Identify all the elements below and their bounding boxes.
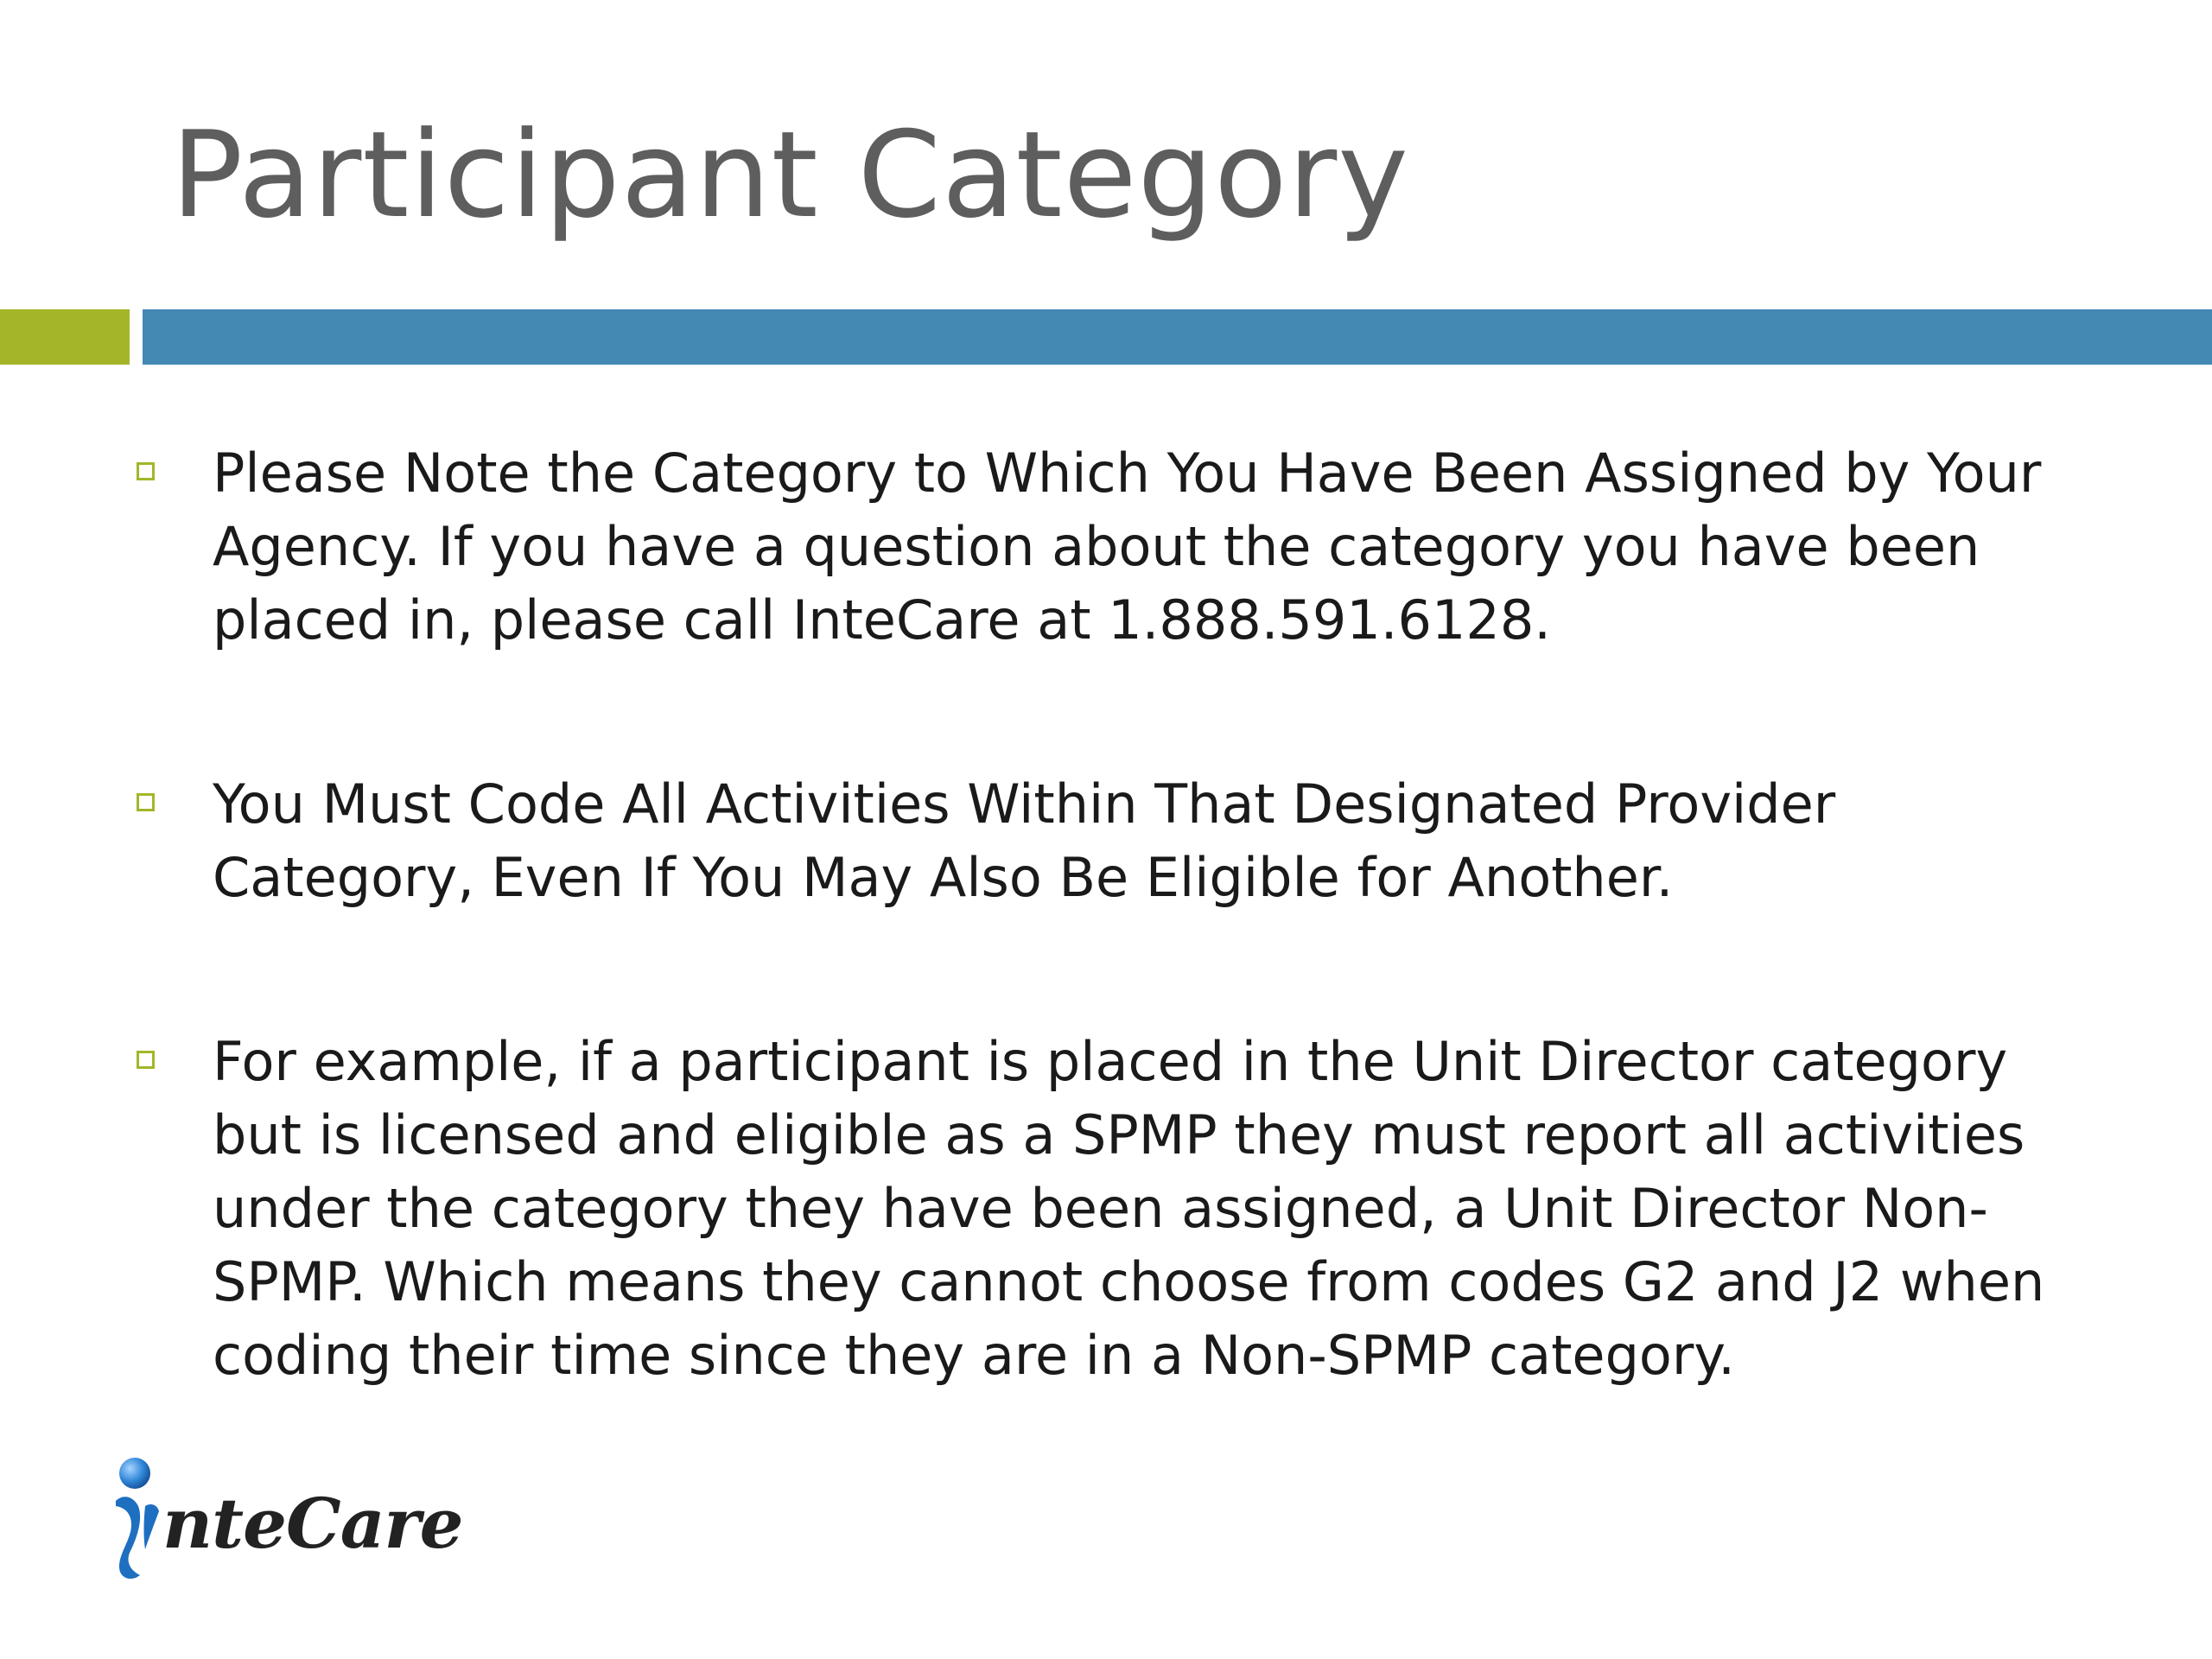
bullet-text: You Must Code All Activities Within That Designated Provider Category, Even If You May Also Be Eligible for Another. [213,772,1836,909]
bullet-text: For example, if a participant is placed in the Unit Director category but is licensed and eligible as a SPMP they must report all activities under the category they have been assigned, a Unit Director Non-SPMP. Which means they cannot choose from codes G2 and J2 when coding their time since they are in a Non-SPMP category. [213,1030,2045,1387]
accent-bar-green [0,309,130,365]
bullet-item [130,436,2108,657]
square-bullet-icon [137,1051,155,1069]
accent-bar-blue [143,309,2212,365]
slide-title: Participant Category [171,105,1409,245]
square-bullet-icon [137,793,155,811]
bullet-list [130,436,2108,1392]
square-bullet-icon [137,462,155,480]
bullet-text: Please Note the Category to Which You Have Been Assigned by Your Agency. If you have a question about the category you have been placed in, please call InteCare at 1.888.591.6128. [213,442,2042,652]
bullet-item [130,767,2108,914]
intecare-logo [111,1456,463,1586]
bullet-item [130,1025,2108,1392]
logo-wordmark: nteCare [162,1483,463,1564]
